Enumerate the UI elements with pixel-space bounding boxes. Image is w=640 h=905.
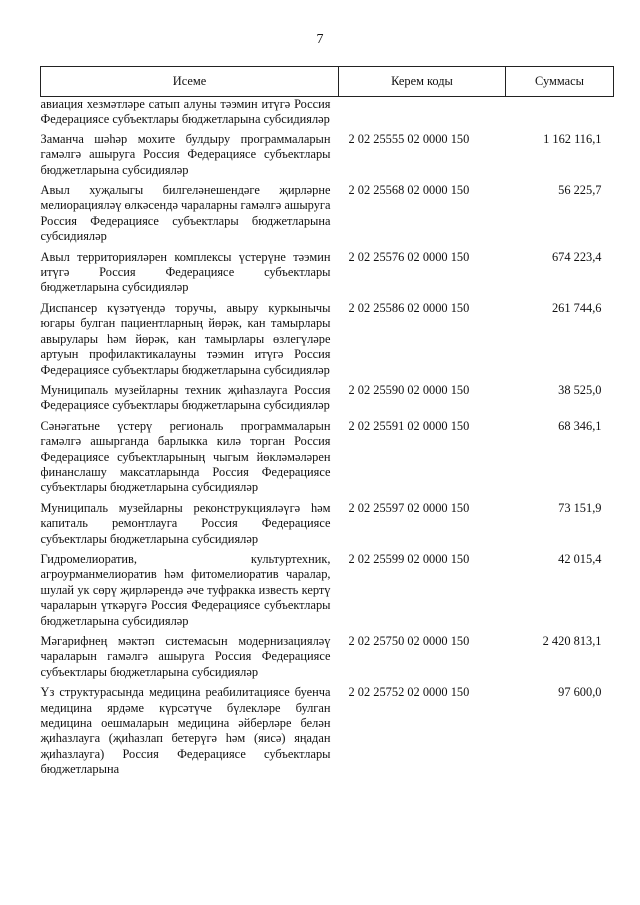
table-row [41,183,614,250]
row-name: Авыл территорияләрен комплексы үстерүне тәэмин итүгә Россия Федерациясе субъектлары бюджетларына субсидияләр [40,249,331,295]
budget-table [40,66,614,783]
row-code: 2 02 25555 02 0000 150 [348,131,470,146]
row-code: 2 02 25576 02 0000 150 [348,249,470,264]
table-row [41,250,614,301]
row-code: 2 02 25599 02 0000 150 [348,551,470,566]
page-number: 7 [316,32,324,47]
row-sum: 2 420 813,1 [542,634,602,648]
row-sum: 73 151,9 [558,500,602,515]
table-header [41,67,614,97]
row-name: авиация хезмәтләре сатып алуны тәэмин итүгә Россия Федерациясе субъектлары бюджетларына субсидияләр [40,97,331,127]
table-body [41,97,614,783]
table-row [41,383,614,419]
row-name: Мәгарифнең мәктәп системасын модернизацияләү чараларын гамәлгә ашыруга Россия Федерациясе субъектлары бюджетларына субсидияләр [40,634,331,679]
row-name: Гидромелиоратив, культуртехник, агроурманмелиоратив һәм фитомелиоратив чаралар, шулай ук сөрү җирләрендә әче туфракка известь кертү чараларын үткәрүгә Россия Федерациясе субъектлары бюджетларына субсидияләр [40,551,331,628]
table-row [41,132,614,183]
row-sum: 38 525,0 [558,382,602,397]
row-code: 2 02 25597 02 0000 150 [348,500,470,515]
row-name: Сәнәгатьне үстерү региональ программаларын гамәлгә ашырганда барлыкка килә торган Россия Федерациясе субъектларының чыгым йөкләмәләрен финанслашу максатларында Россия Федерациясе субъектлары бюджетларына субсидияләр [40,418,331,495]
row-name: Үз структурасында медицина реабилитациясе буенча медицина ярдәме күрсәтүче бүлекләре булган медицина оешмаларын медицина әйберләре белән җиһазлауга (җиһазлап бетерүгә һәм (яисә) яңадан җиһазлауга) Россия Федерациясе субъектлары бюджетларына [40,685,331,777]
table-row [41,634,614,685]
table-row [41,419,614,501]
row-name: Диспансер күзәтүендә торучы, авыру куркынычы югары булган пациентларның йөрәк, кан тамырлары авырулары һәм йөрәк, кан тамырлары өзлегүләре артуын профилактикалауны тәэмин итүгә Россия Федерациясе субъектлары бюджетларына субсидияләр [40,300,331,377]
header-sum: Суммасы [506,67,614,97]
row-sum: 261 744,6 [551,300,602,315]
header-code: Керем коды [339,67,506,97]
row-sum: 42 015,4 [558,551,602,566]
row-name: Заманча шәһәр мохите булдыру программаларын гамәлгә ашыруга Россия Федерациясе субъектлары бюджетларына субсидияләр [40,131,331,177]
row-code: 2 02 25750 02 0000 150 [348,634,470,648]
row-sum: 674 223,4 [551,249,602,264]
table-row [41,685,614,782]
table-row [41,501,614,552]
row-sum [506,97,614,132]
row-code [339,97,506,132]
row-sum: 56 225,7 [558,183,602,198]
row-code: 2 02 25591 02 0000 150 [348,418,470,433]
row-code: 2 02 25752 02 0000 150 [348,685,470,700]
row-name: Муниципаль музейларны техник җиһазлауга Россия Федерациясе субъектлары бюджетларына субсидияләр [40,382,331,413]
row-code: 2 02 25586 02 0000 150 [348,300,470,315]
table-row [41,301,614,383]
row-code: 2 02 25568 02 0000 150 [348,183,470,198]
row-sum: 1 162 116,1 [543,131,602,146]
row-sum: 68 346,1 [558,418,602,433]
row-sum: 97 600,0 [558,685,602,700]
row-code: 2 02 25590 02 0000 150 [348,382,470,397]
table-row [41,97,614,132]
row-name: Авыл хуҗалыгы билгеләнешендәге җирләрне мелиорацияләү өлкәсендә чараларны гамәлгә ашыруга Россия Федерациясе субъектлары бюджетларына субсидияләр [40,183,331,244]
header-name: Исеме [41,67,339,97]
table-row [41,552,614,634]
row-name: Муниципаль музейларны реконструкцияләүгә һәм капиталь ремонтлауга Россия Федерациясе субъектлары бюджетларына субсидияләр [40,500,331,546]
